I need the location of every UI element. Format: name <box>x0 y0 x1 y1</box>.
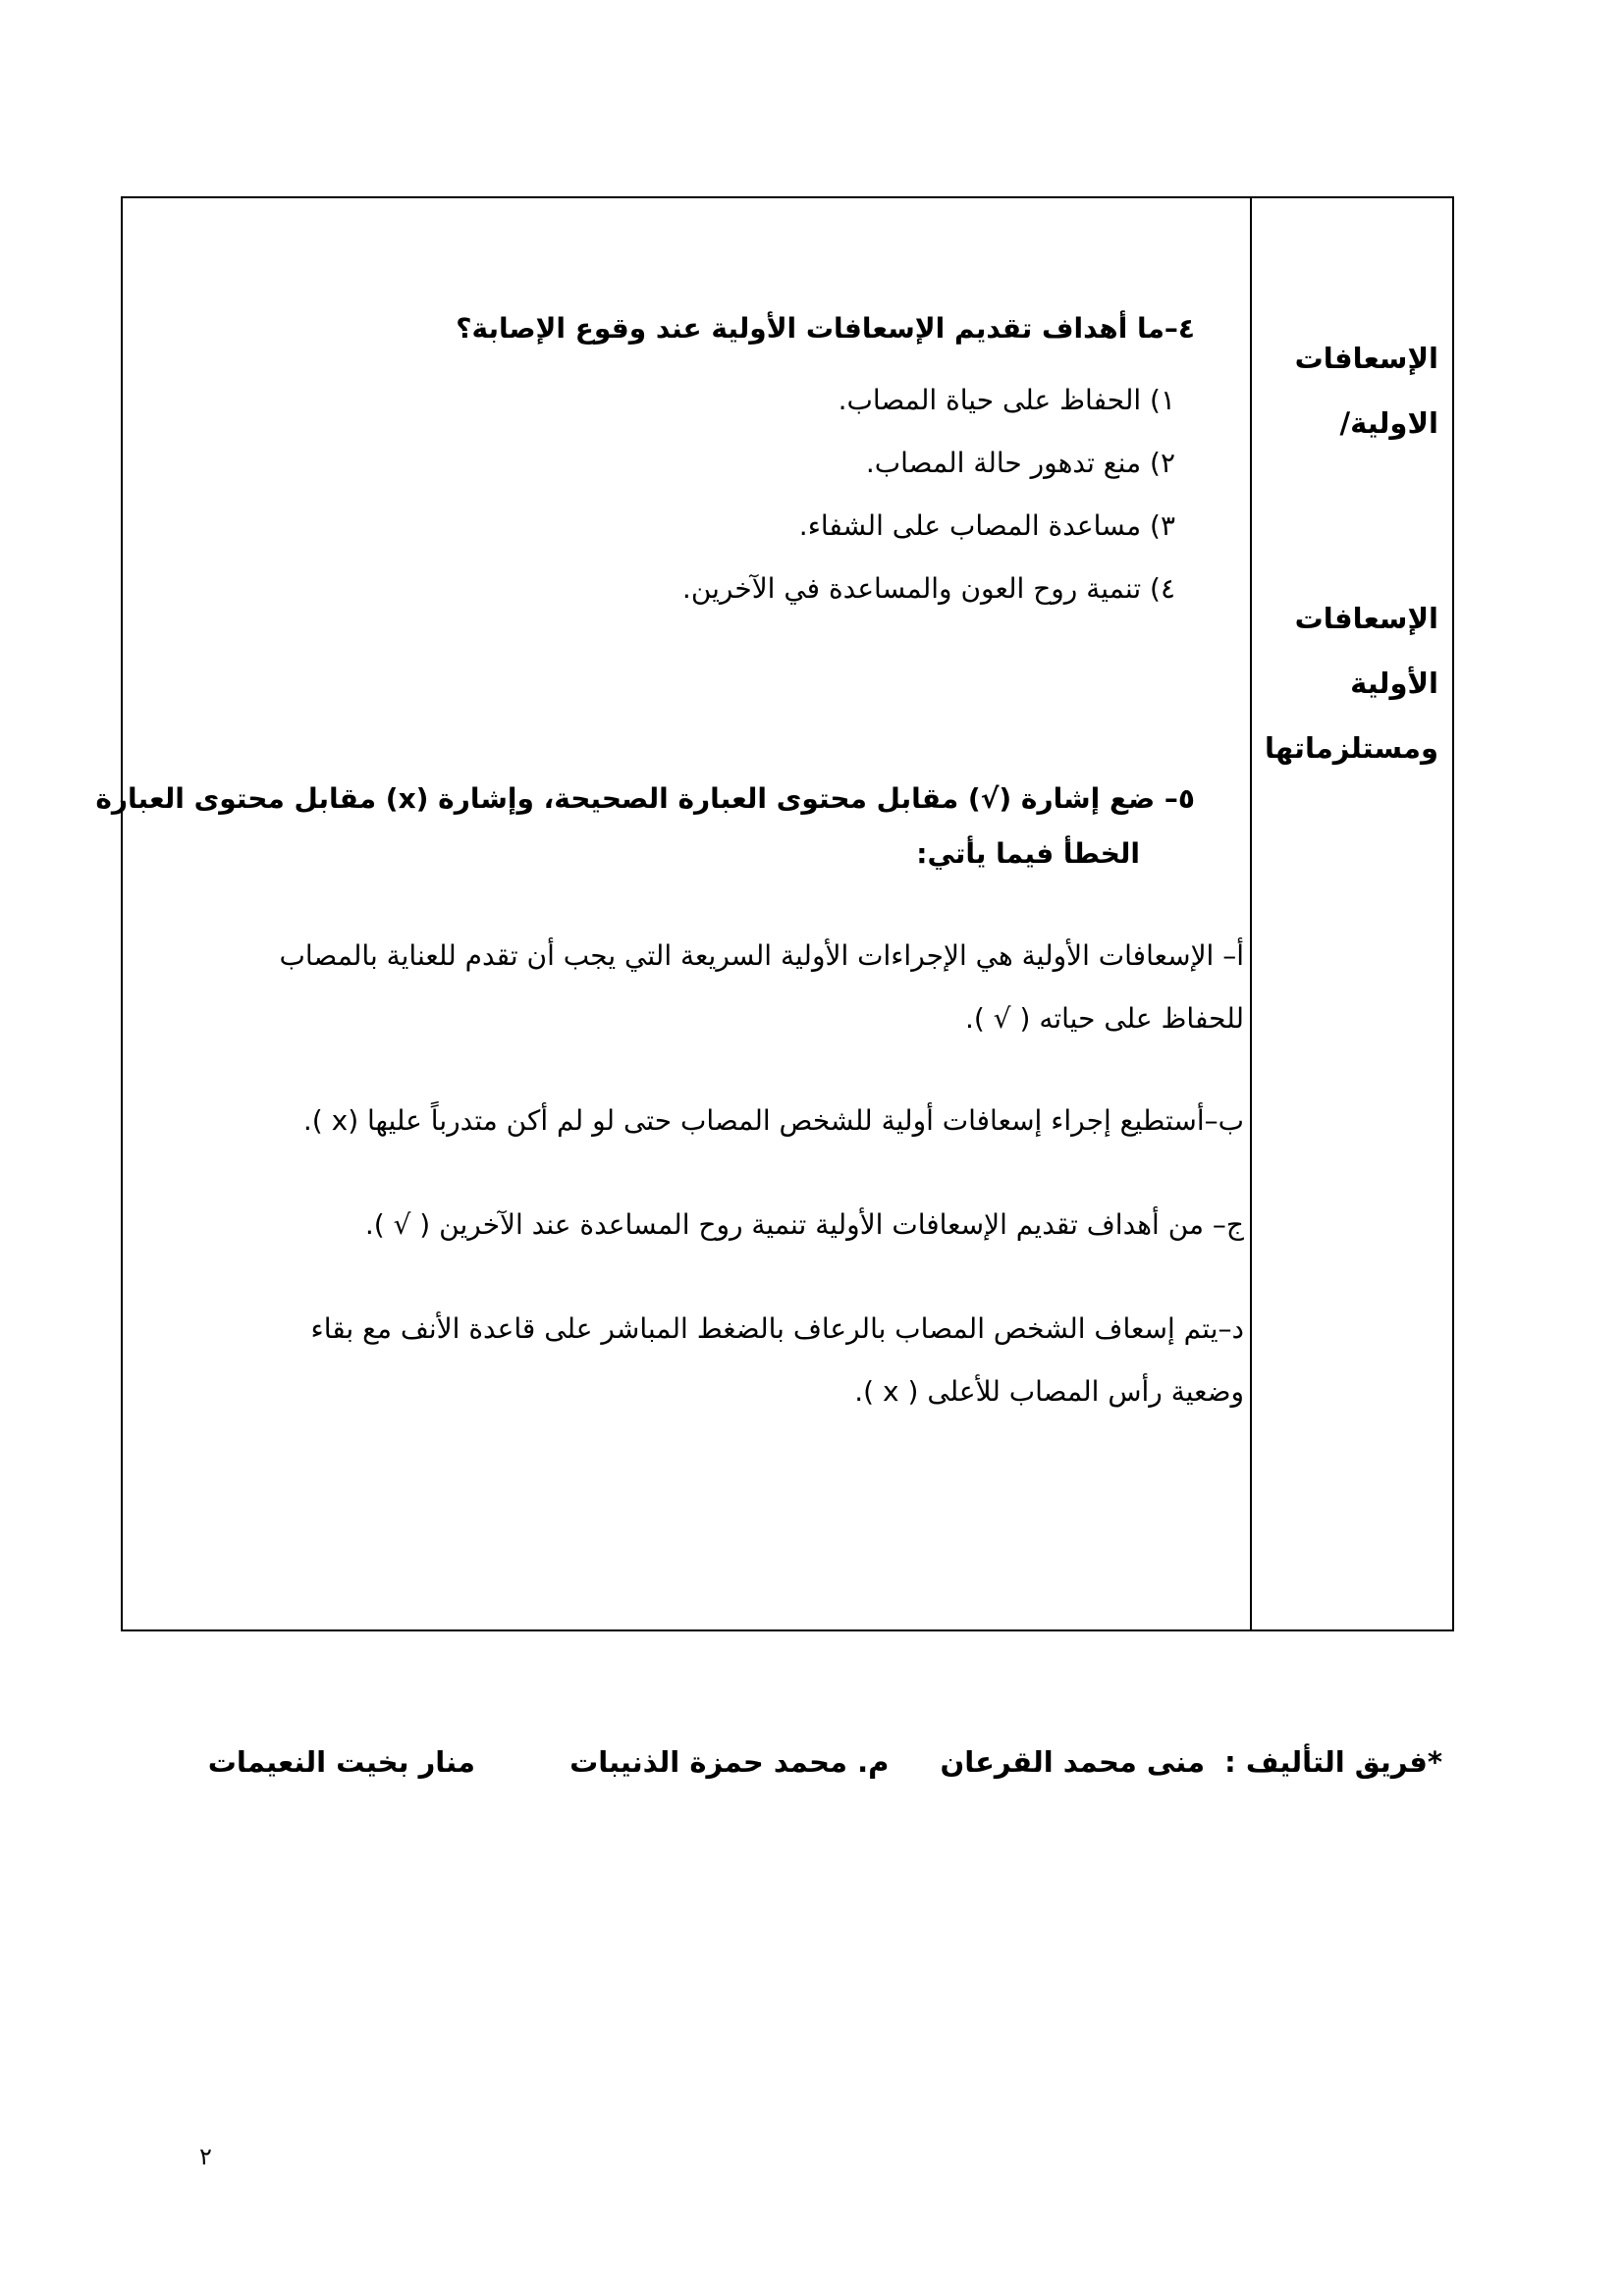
statement-a-line-2: للحفاظ على حياته ( √ ). <box>965 1002 1244 1035</box>
author-name: م. محمد حمزة الذنيبات <box>569 1745 890 1779</box>
side-heading-first-aid-supplies <box>1252 586 1438 780</box>
side-heading-line: الاولية/ <box>1339 406 1438 440</box>
question-5-title-line-2: الخطأ فيما يأتي: <box>916 837 1140 870</box>
authors-label: *فريق التأليف : <box>1224 1745 1442 1779</box>
question-4-title: ٤–ما أهداف تقديم الإسعافات الأولية عند وقوع الإصابة؟ <box>456 312 1195 345</box>
page-number: ٢ <box>199 2143 212 2170</box>
side-heading-line: الأولية <box>1350 667 1438 700</box>
q4-item-2: ٢) منع تدهور حالة المصاب. <box>865 447 1175 479</box>
statement-b: ب–أستطيع إجراء إسعافات أولية للشخص المصاب حتى لو لم أكن متدرباً عليها (x ). <box>302 1104 1244 1137</box>
statement-a-line-1: أ– الإسعافات الأولية هي الإجراءات الأولية السريعة التي يجب أن تقدم للعناية بالمصاب <box>279 939 1244 972</box>
author-name: منار بخيت النعيمات <box>207 1745 475 1779</box>
author-name: منى محمد القرعان <box>940 1745 1206 1779</box>
q4-item-3: ٣) مساعدة المصاب على الشفاء. <box>798 509 1175 542</box>
side-heading-line: ومستلزماتها <box>1265 731 1438 765</box>
statement-d-line-2: وضعية رأس المصاب للأعلى ( x ). <box>854 1375 1244 1408</box>
q4-item-4: ٤) تنمية روح العون والمساعدة في الآخرين. <box>681 572 1175 605</box>
side-heading-line: الإسعافات <box>1294 342 1438 375</box>
statement-c: ج– من أهداف تقديم الإسعافات الأولية تنمية روح المساعدة عند الآخرين ( √ ). <box>364 1208 1244 1241</box>
authors-footer <box>208 1745 1442 1779</box>
side-heading-first-aid <box>1252 326 1438 455</box>
content-table <box>95 196 1454 1631</box>
q4-item-1: ١) الحفاظ على حياة المصاب. <box>838 384 1175 416</box>
statement-d-line-1: د–يتم إسعاف الشخص المصاب بالرعاف بالضغط المباشر على قاعدة الأنف مع بقاء <box>310 1312 1244 1345</box>
side-heading-line: الإسعافات <box>1294 602 1438 635</box>
question-5-title-line-1: ٥– ضع إشارة (√) مقابل محتوى العبارة الصحيحة، وإشارة (x) مقابل محتوى العبارة <box>95 782 1195 815</box>
